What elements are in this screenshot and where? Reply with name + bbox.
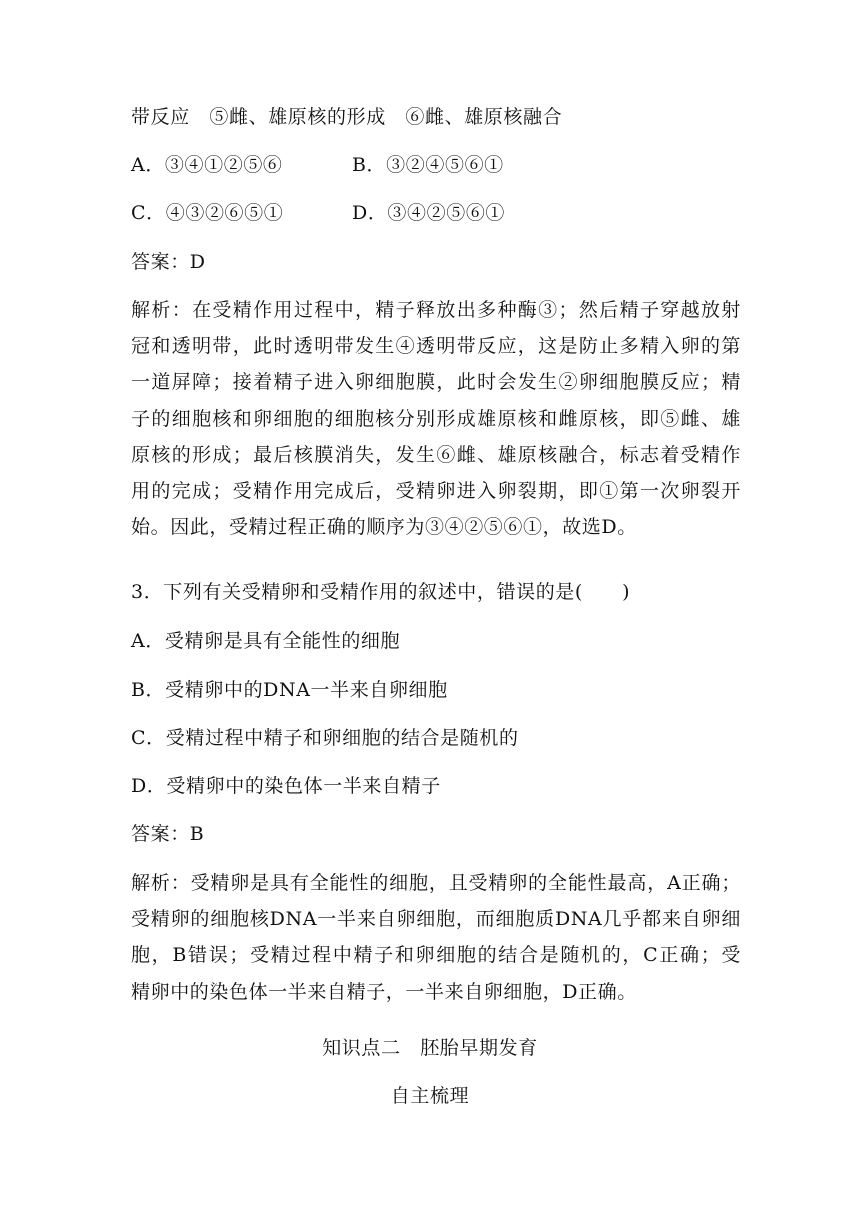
q2-option-b: B．③②④⑤⑥①	[352, 154, 504, 176]
q2-analysis-line: 一道屏障；接着精子进入卵细胞膜，此时会发生②卵细胞膜反应；精	[131, 371, 741, 393]
q2-option-d: D．③④②⑤⑥①	[352, 202, 506, 224]
q3-option-d: D．受精卵中的染色体一半来自精子	[131, 775, 441, 797]
q2-analysis-line: 原核的形成；最后核膜消失，发生⑥雌、雄原核融合，标志着受精作	[131, 444, 741, 466]
q2-stem-tail: 带反应 ⑤雌、雄原核的形成 ⑥雌、雄原核融合	[131, 106, 563, 128]
q3-option-b: B．受精卵中的DNA一半来自卵细胞	[131, 679, 448, 701]
q2-option-c: C．④③②⑥⑤①	[131, 202, 284, 224]
q3-option-a: A．受精卵是具有全能性的细胞	[131, 630, 401, 652]
q2-analysis-line: 冠和透明带，此时透明带发生④透明带反应，这是防止多精入卵的第	[131, 335, 741, 357]
q3-analysis-line: 解析：受精卵是具有全能性的细胞，且受精卵的全能性最高，A正确；	[131, 872, 741, 894]
q2-analysis-line: 子的细胞核和卵细胞的细胞核分别形成雄原核和雌原核，即⑤雌、雄	[131, 408, 741, 430]
q3-analysis-line: 精卵中的染色体一半来自精子，一半来自卵细胞，D正确。	[131, 981, 637, 1003]
section-title: 知识点二 胚胎早期发育	[322, 1037, 538, 1059]
q2-option-a: A．③④①②⑤⑥	[131, 154, 283, 176]
q3-analysis-line: 胞，B错误；受精过程中精子和卵细胞的结合是随机的，C正确；受	[131, 944, 741, 966]
q3-stem: 3．下列有关受精卵和受精作用的叙述中，错误的是( )	[131, 581, 631, 603]
q2-answer: 答案：D	[131, 251, 206, 273]
q2-analysis-line: 解析：在受精作用过程中，精子释放出多种酶③；然后精子穿越放射	[131, 299, 741, 321]
q2-analysis-line: 始。因此，受精过程正确的顺序为③④②⑤⑥①，故选D。	[131, 516, 637, 538]
q3-analysis-line: 受精卵的细胞核DNA一半来自卵细胞，而细胞质DNA几乎都来自卵细	[131, 908, 741, 930]
q3-option-c: C．受精过程中精子和卵细胞的结合是随机的	[131, 727, 519, 749]
q3-answer: 答案：B	[131, 823, 205, 845]
section-subtitle: 自主梳理	[390, 1085, 470, 1107]
q2-analysis-line: 用的完成；受精作用完成后，受精卵进入卵裂期，即①第一次卵裂开	[131, 480, 741, 502]
